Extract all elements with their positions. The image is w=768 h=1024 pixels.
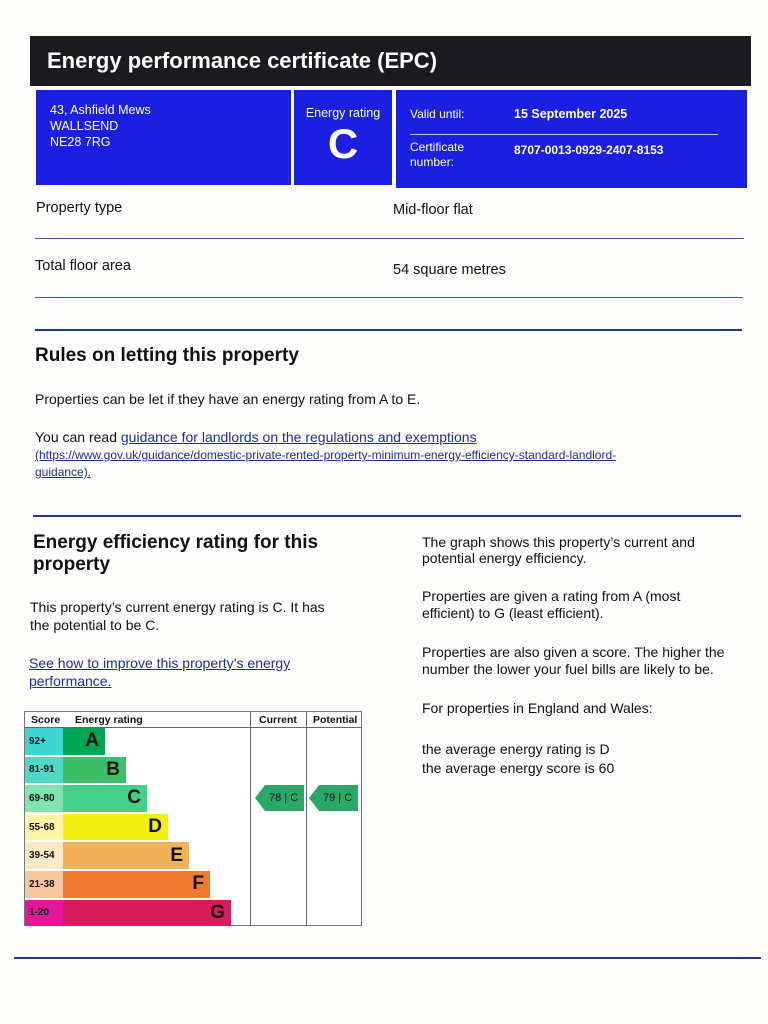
- average-rating-line: the average energy rating is D: [422, 741, 610, 757]
- energy-rating-label: Energy rating: [305, 106, 381, 120]
- potential-rating-label: 79 | C: [319, 785, 358, 811]
- rating-band-a: [25, 728, 105, 755]
- footer-divider: [14, 957, 761, 959]
- band-score: 55-68: [25, 814, 63, 841]
- energy-rating-value: C: [327, 120, 359, 167]
- rating-explanation-line-1: Properties are given a rating from A (most: [422, 588, 681, 604]
- band-score: 1-20: [25, 900, 63, 927]
- property-type-label: Property type: [36, 200, 123, 216]
- average-ratings: [422, 740, 614, 778]
- band-bar: A: [63, 728, 105, 755]
- certificate-divider: [410, 134, 718, 135]
- current-rating-line-1: This property’s current energy rating is C. It has: [30, 599, 325, 615]
- efficiency-heading-line-2: property: [33, 554, 111, 575]
- divider: [35, 297, 743, 298]
- improve-link-line-1: See how to improve this property’s energy: [29, 655, 291, 671]
- energy-rating-box: [294, 90, 392, 185]
- efficiency-heading: [33, 532, 318, 576]
- score-explanation: [422, 644, 724, 678]
- guidance-link[interactable]: guidance for landlords on the regulations and exemptions: [120, 429, 477, 445]
- rating-explanation-line-2: efficient) to G (least efficient).: [422, 605, 604, 621]
- region-note: For properties in England and Wales:: [422, 700, 653, 716]
- chart-header-current: Current: [259, 714, 297, 726]
- graph-explanation-line-2: potential energy efficiency.: [422, 550, 587, 566]
- floor-area-label: Total floor area: [35, 258, 131, 274]
- chart-header-rating: Energy rating: [75, 714, 143, 726]
- address-box: [36, 90, 291, 185]
- rating-band-g: [25, 900, 231, 927]
- current-rating-paragraph: [30, 598, 325, 634]
- address-line-2: WALLSEND: [50, 119, 119, 133]
- guidance-url-suffix: .: [87, 465, 92, 479]
- certificate-number-value: 8707-0013-0929-2407-8153: [514, 143, 664, 157]
- potential-rating-arrow: [309, 785, 358, 811]
- score-explanation-line-1: Properties are also given a score. The higher the: [422, 644, 725, 660]
- band-score: 81-91: [25, 757, 63, 784]
- rating-explanation: [422, 588, 680, 622]
- improve-link-line-2: performance.: [29, 673, 112, 689]
- valid-until-value: 15 September 2025: [514, 107, 628, 121]
- current-rating-arrow: [255, 785, 304, 811]
- certificate-box: [396, 90, 747, 188]
- band-bar: G: [63, 900, 231, 927]
- chart-column-line: [250, 712, 251, 925]
- rating-band-c: [25, 785, 147, 812]
- band-bar: E: [63, 842, 189, 869]
- chart-header-potential: Potential: [313, 714, 358, 726]
- section-divider: [35, 329, 742, 331]
- band-bar: B: [63, 757, 126, 784]
- guidance-paragraph: [35, 429, 477, 446]
- chart-column-line: [306, 712, 307, 925]
- certificate-number-label-2: number:: [410, 155, 455, 169]
- letting-heading: Rules on letting this property: [35, 345, 299, 366]
- band-score: 92+: [25, 728, 63, 755]
- rating-band-e: [25, 842, 189, 869]
- current-arrow-tip: [255, 785, 265, 811]
- rating-band-d: [25, 814, 168, 841]
- current-rating-label: 78 | C: [265, 785, 304, 811]
- certificate-number-label: [410, 140, 490, 170]
- graph-explanation-line-1: The graph shows this property’s current and: [422, 534, 695, 550]
- guidance-url-line-2: guidance): [35, 465, 88, 479]
- guidance-url-link[interactable]: [35, 447, 735, 481]
- score-explanation-line-2: number the lower your fuel bills are likely to be.: [422, 661, 714, 677]
- graph-explanation: [422, 534, 695, 566]
- band-score: 39-54: [25, 842, 63, 869]
- page-title: Energy performance certificate (EPC): [30, 36, 751, 86]
- efficiency-heading-line-1: Energy efficiency rating for this: [33, 532, 319, 553]
- band-bar: D: [63, 814, 168, 841]
- valid-until-label: Valid until:: [410, 107, 465, 121]
- guidance-prefix: You can read: [35, 429, 121, 445]
- address-line-3: NE28 7RG: [50, 135, 111, 149]
- certificate-number-label-1: Certificate: [410, 140, 465, 154]
- average-score-line: the average energy score is 60: [422, 760, 615, 776]
- floor-area-value: 54 square metres: [393, 262, 506, 278]
- energy-rating-chart: [24, 711, 362, 926]
- address-line-1: 43, Ashfield Mews: [50, 103, 151, 117]
- guidance-url-line-1: (https://www.gov.uk/guidance/domestic-private-rented-property-minimum-energy-efficiency-standard-landlord-: [35, 448, 617, 462]
- band-bar: F: [63, 871, 210, 898]
- divider: [35, 238, 744, 239]
- band-score: 69-80: [25, 785, 63, 812]
- improve-performance-link[interactable]: [29, 654, 290, 690]
- current-rating-line-2: the potential to be C.: [30, 617, 160, 633]
- potential-arrow-tip: [309, 785, 319, 811]
- chart-header-score: Score: [31, 714, 61, 726]
- guidance-url: [35, 447, 735, 481]
- rating-band-b: [25, 757, 126, 784]
- rating-band-f: [25, 871, 210, 898]
- property-type-value: Mid-floor flat: [393, 202, 473, 218]
- band-score: 21-38: [25, 871, 63, 898]
- letting-paragraph: Properties can be let if they have an energy rating from A to E.: [35, 391, 421, 407]
- band-bar: C: [63, 785, 147, 812]
- section-divider: [33, 515, 741, 517]
